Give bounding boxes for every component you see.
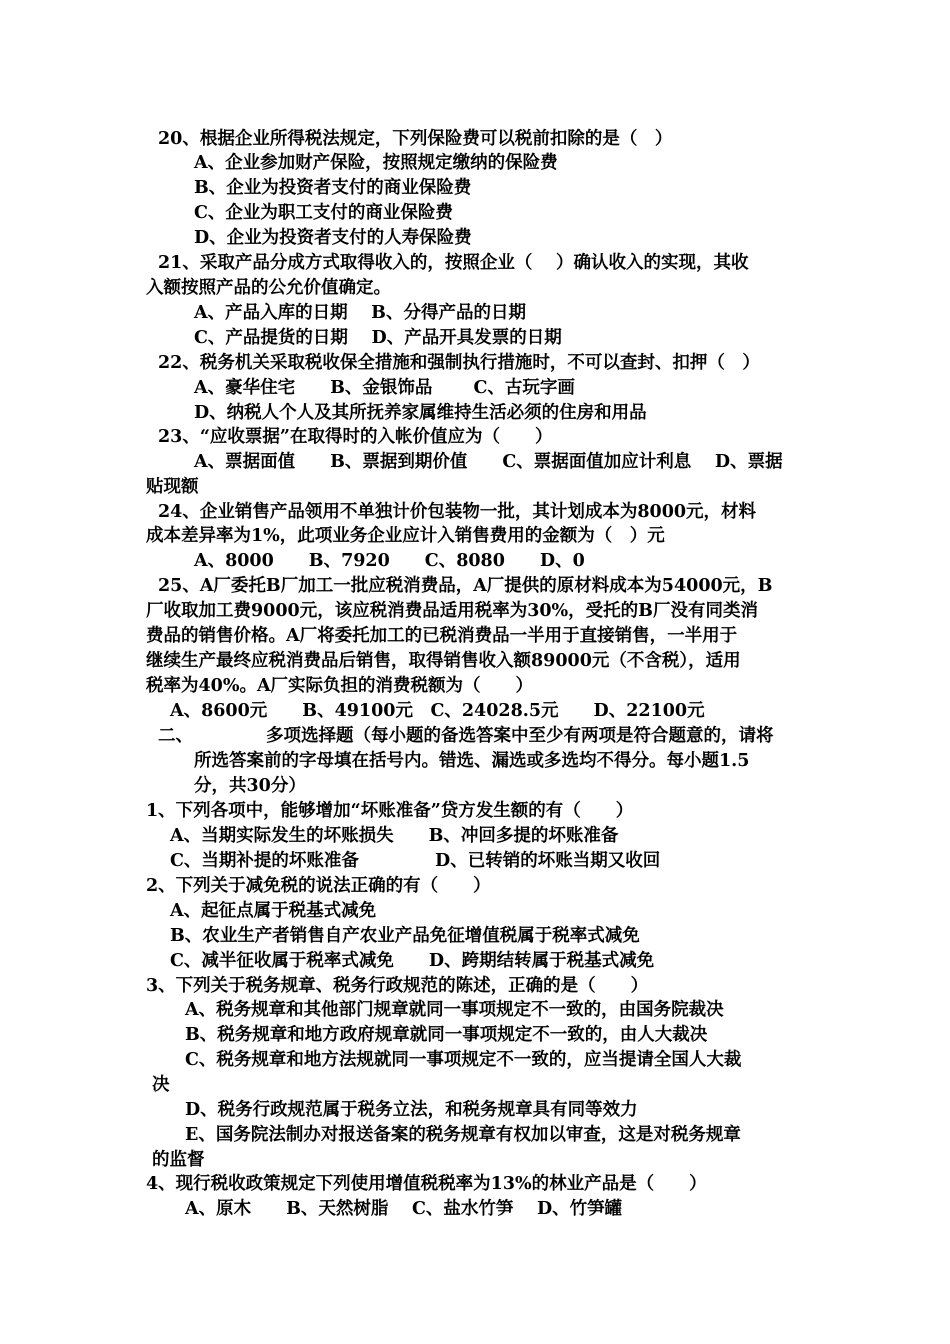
- mc3-option-b: B、税务规章和地方政府规章就同一事项规定不一致的，由人大裁决: [185, 1025, 708, 1045]
- q21-options-ab: A、产品入库的日期 B、分得产品的日期: [194, 303, 526, 323]
- question-25-stem-l2: 厂收取加工费9000元，该应税消费品适用税率为30%，受托的B厂没有同类消: [146, 601, 758, 621]
- q20-option-b: B、企业为投资者支付的商业保险费: [194, 178, 472, 198]
- q20-option-d: D、企业为投资者支付的人寿保险费: [194, 228, 472, 248]
- q21-options-cd: C、产品提货的日期 D、产品开具发票的日期: [194, 328, 562, 348]
- mc3-option-e: E、国务院法制办对报送备案的税务规章有权加以审查，这是对税务规章: [185, 1125, 741, 1145]
- q25-options: A、8600元 B、49100元 C、24028.5元 D、22100元: [170, 701, 705, 721]
- question-25-stem-l5: 税率为40%。A厂实际负担的消费税额为（ ）: [146, 676, 534, 696]
- mc2-option-b: B、农业生产者销售自产农业产品免征增值税属于税率式减免: [170, 926, 640, 946]
- mc-question-1-stem: 1、下列各项中，能够增加“坏账准备”贷方发生额的有（ ）: [146, 801, 634, 821]
- q23-options-cont: 贴现额: [146, 477, 199, 497]
- mc3-option-a: A、税务规章和其他部门规章就同一事项规定不一致的，由国务院裁决: [185, 1000, 724, 1020]
- mc1-options-cd: C、当期补提的坏账准备 D、已转销的坏账当期又收回: [170, 851, 661, 871]
- question-25-stem-l4: 继续生产最终应税消费品后销售，取得销售收入额89000元（不含税），适用: [146, 651, 741, 671]
- mc2-options-cd: C、减半征收属于税率式减免 D、跨期结转属于税基式减免: [170, 951, 655, 971]
- section-2-heading: 多项选择题（每小题的备选答案中至少有两项是符合题意的，请将: [266, 726, 774, 746]
- mc2-option-a: A、起征点属于税基式减免: [170, 901, 377, 921]
- question-22-stem: 22、税务机关采取税收保全措施和强制执行措施时，不可以查封、扣押（ ）: [158, 353, 760, 373]
- section-2-heading-l3: 分，共30分）: [194, 776, 306, 796]
- question-25-stem-l3: 费品的销售价格。A厂将委托加工的已税消费品一半用于直接销售，一半用于: [146, 626, 738, 646]
- mc3-option-c-cont: 决: [152, 1075, 170, 1095]
- mc4-options: A、原木 B、天然树脂 C、盐水竹笋 D、竹笋罐: [185, 1199, 623, 1219]
- mc3-option-c: C、税务规章和地方法规就同一事项规定不一致的，应当提请全国人大裁: [185, 1050, 742, 1070]
- mc1-options-ab: A、当期实际发生的坏账损失 B、冲回多提的坏账准备: [170, 826, 619, 846]
- question-25-stem: 25、A厂委托B厂加工一批应税消费品，A厂提供的原材料成本为54000元，B: [158, 576, 773, 596]
- question-21-stem: 21、采取产品分成方式取得收入的，按照企业（ ）确认收入的实现，其收: [158, 253, 749, 273]
- mc3-option-e-cont: 的监督: [152, 1150, 205, 1170]
- mc-question-3-stem: 3、下列关于税务规章、税务行政规范的陈述，正确的是（ ）: [146, 976, 649, 996]
- q22-option-d: D、纳税人个人及其所抚养家属维持生活必须的住房和用品: [194, 403, 647, 423]
- question-23-stem: 23、“应收票据”在取得时的入帐价值应为（ ）: [158, 427, 553, 447]
- q24-options: A、8000 B、7920 C、8080 D、0: [194, 551, 585, 571]
- q23-options: A、票据面值 B、票据到期价值 C、票据面值加应计利息 D、票据: [194, 452, 783, 472]
- section-2-heading-l2: 所选答案前的字母填在括号内。错选、漏选或多选均不得分。每小题1.5: [194, 751, 750, 771]
- question-20-stem: 20、根据企业所得税法规定，下列保险费可以税前扣除的是（ ）: [158, 129, 673, 149]
- mc-question-4-stem: 4、现行税收政策规定下列使用增值税税率为13%的林业产品是（ ）: [146, 1174, 707, 1194]
- q22-options-abc: A、豪华住宅 B、金银饰品 C、古玩字画: [194, 378, 575, 398]
- mc3-option-d: D、税务行政规范属于税务立法，和税务规章具有同等效力: [185, 1100, 638, 1120]
- q20-option-a: A、企业参加财产保险，按照规定缴纳的保险费: [194, 153, 558, 173]
- section-2-number: 二、: [158, 726, 193, 746]
- q20-option-c: C、企业为职工支付的商业保险费: [194, 203, 453, 223]
- question-21-stem-cont: 入额按照产品的公允价值确定。: [146, 278, 391, 298]
- question-24-stem-cont: 成本差异率为1%，此项业务企业应计入销售费用的金额为（ ）元: [146, 526, 665, 546]
- question-24-stem: 24、企业销售产品领用不单独计价包装物一批，其计划成本为8000元，材料: [158, 502, 757, 522]
- mc-question-2-stem: 2、下列关于减免税的说法正确的有（ ）: [146, 876, 491, 896]
